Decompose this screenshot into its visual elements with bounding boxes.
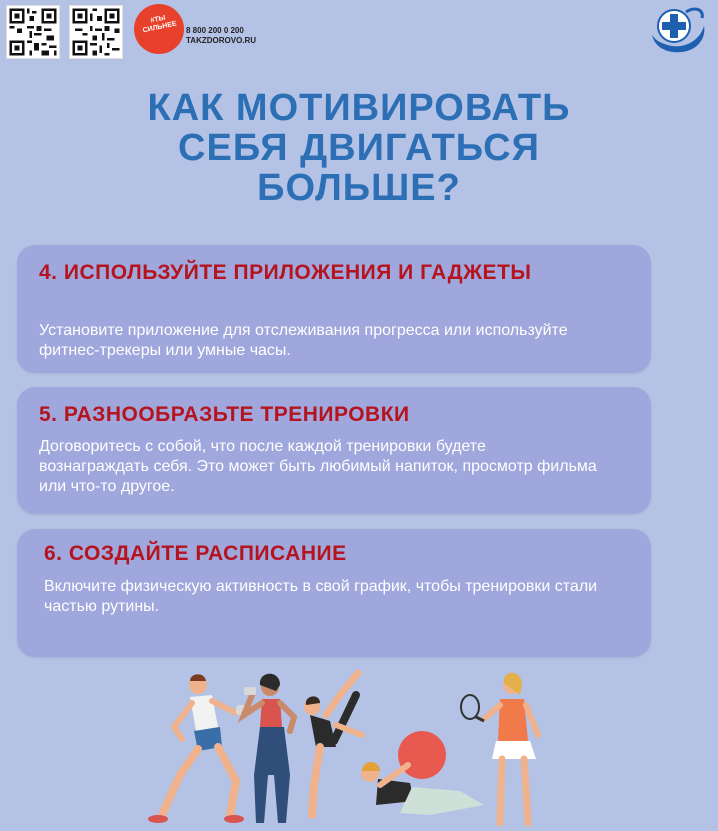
header (0, 0, 718, 64)
tip-card-schedule (17, 529, 651, 657)
tip-card-workouts (17, 387, 651, 514)
website-link[interactable]: TAKZDOROVO.RU (186, 36, 257, 45)
tip-text: Договоритесь с собой, что после каждой тренировки будете вознаграждать себя. Это может быть любимый напиток, просмотр фильма или что-то другое. (39, 438, 597, 495)
tip-text: Включите физическую активность в свой график, чтобы тренировки стали частью рутины. (44, 578, 598, 615)
runner-figure (148, 674, 250, 823)
hotline-phone[interactable]: 8 800 200 0 200 (186, 26, 244, 35)
woman-figure (244, 674, 294, 823)
tip-text: Установите приложение для отслеживания прогресса или используйте фитнес-трекеры или умные часы. (39, 322, 568, 359)
badge-text: #ТЫ СИЛЬНЕЕ (142, 14, 178, 35)
page-title (0, 88, 718, 208)
fitness-people-illustration (140, 655, 560, 831)
qr-code-icon[interactable] (6, 5, 60, 59)
tip-heading: 5. РАЗНООБРАЗЬТЕ ТРЕНИРОВКИ (39, 403, 410, 426)
medical-logo-icon (646, 4, 708, 56)
tip-heading: 6. СОЗДАЙТЕ РАСПИСАНИЕ (44, 542, 347, 565)
fitball-figure (361, 731, 484, 815)
contacts (186, 26, 256, 46)
qr-code-icon[interactable] (69, 5, 123, 59)
campaign-badge (134, 4, 184, 54)
tip-heading: 4. ИСПОЛЬЗУЙТЕ ПРИЛОЖЕНИЯ И ГАДЖЕТЫ (39, 261, 532, 284)
tip-card-apps (17, 245, 651, 373)
title-line: КАК МОТИВИРОВАТЬ (147, 87, 571, 129)
title-line: СЕБЯ ДВИГАТЬСЯ (178, 127, 540, 169)
dancer-figure (304, 673, 362, 815)
title-line: БОЛЬШЕ? (257, 167, 461, 209)
